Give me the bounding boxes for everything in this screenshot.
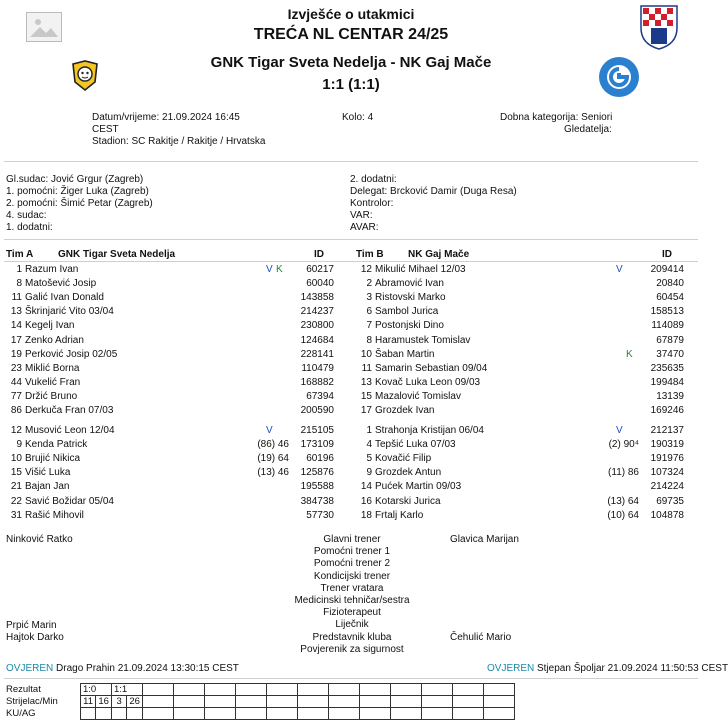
- league-title: TREĆA NL CENTAR 24/25: [253, 26, 449, 43]
- player-id: 60217: [306, 264, 334, 275]
- player-name: Zenko Adrian: [25, 334, 84, 346]
- player-number: 12: [360, 264, 372, 275]
- player-name: Strahonja Kristijan 06/04: [375, 425, 484, 436]
- player-name: Grozdek Ivan: [375, 405, 435, 416]
- player-name: Mazalović Tomislav: [375, 390, 461, 402]
- age-category: Dobna kategorija: Seniori: [500, 112, 613, 123]
- ku-ag-label: KU/AG: [6, 708, 36, 719]
- player-id: 110479: [301, 362, 334, 374]
- team-b-id-header: ID: [662, 249, 672, 260]
- player-id: 209414: [650, 264, 684, 275]
- player-id: 214224: [650, 481, 684, 493]
- divider: [4, 261, 698, 262]
- staff-role-label: Liječnik: [335, 619, 369, 631]
- player-name: Savić Božidar 05/04: [25, 495, 114, 507]
- additional-referee-1: 1. dodatni:: [6, 222, 53, 233]
- player-name: Frtalj Karlo: [375, 509, 424, 521]
- team-b-verified-text: Stjepan Špoljar 21.09.2024 11:50:53 CEST: [537, 663, 728, 674]
- scorer-1-number: 11: [81, 696, 96, 708]
- player-id: 158513: [650, 306, 684, 318]
- player-name: Pućek Martin 09/03: [375, 481, 462, 493]
- player-number: 44: [10, 376, 22, 388]
- player-id: 114089: [651, 320, 684, 332]
- player-number: 2: [366, 278, 372, 290]
- goalkeeper-flag: V: [266, 264, 273, 275]
- divider: [4, 678, 698, 679]
- staff-role-label: Povjerenik za sigurnost: [300, 643, 404, 655]
- player-id: 67879: [656, 334, 684, 346]
- avar-official: AVAR:: [350, 222, 379, 233]
- player-id: 214237: [300, 306, 334, 318]
- player-number: 10: [10, 453, 22, 465]
- captain-flag: K: [626, 348, 633, 360]
- team-a-verified-text: Drago Prahin 21.09.2024 13:30:15 CEST: [56, 663, 239, 674]
- player-name: Škrinjarić Vito 03/04: [25, 306, 114, 318]
- player-name: Kegelj Ivan: [25, 320, 75, 332]
- result-2: 1:1: [112, 684, 143, 696]
- player-name: Ristovski Marko: [375, 292, 446, 304]
- goalkeeper-flag: V: [616, 425, 623, 436]
- divider: [4, 161, 698, 162]
- player-name: Kenda Patrick: [25, 439, 88, 451]
- spectators: Gledatelja:: [564, 124, 612, 135]
- player-number: 7: [366, 320, 372, 332]
- main-referee: Gl.sudac: Jović Grgur (Zagreb): [6, 174, 144, 185]
- player-id: 168882: [300, 376, 334, 388]
- player-name: Sambol Jurica: [375, 306, 439, 318]
- player-id: 384738: [300, 495, 334, 507]
- hns-logo-icon: [638, 2, 680, 53]
- result-1: 1:0: [81, 684, 112, 696]
- player-id: 20840: [656, 278, 684, 290]
- player-name: Tepšić Luka 07/03: [375, 439, 456, 451]
- scorer-label: Strijelac/Min: [6, 696, 58, 707]
- team-a-id-header: ID: [314, 249, 324, 260]
- goalkeeper-flag: V: [266, 425, 273, 436]
- match-title: GNK Tigar Sveta Nedelja - NK Gaj Mače: [210, 54, 492, 71]
- player-id: 200590: [300, 405, 334, 416]
- player-number: 13: [360, 376, 372, 388]
- player-id: 230800: [300, 320, 334, 332]
- player-number: 16: [360, 495, 372, 507]
- player-name: Miklić Borna: [25, 362, 80, 374]
- player-number: 77: [10, 390, 22, 402]
- scorer-2-minute: 26: [127, 696, 143, 708]
- staff-role-label: Medicinski tehničar/sestra: [294, 595, 410, 606]
- player-id: 124684: [300, 334, 334, 346]
- player-id: 60196: [306, 453, 334, 465]
- player-id: 143858: [300, 292, 334, 304]
- staff-role-label: Fizioterapeut: [323, 607, 381, 619]
- player-number: 14: [10, 320, 22, 332]
- additional-referee-2: 2. dodatni:: [350, 174, 397, 185]
- player-number: 17: [10, 334, 22, 346]
- assistant-referee-2: 2. pomoćni: Šimić Petar (Zagreb): [6, 198, 153, 209]
- player-id: 125876: [300, 467, 334, 479]
- player-id: 67394: [306, 390, 334, 402]
- player-number: 21: [10, 481, 22, 493]
- player-id: 104878: [650, 509, 684, 521]
- player-name: Bajan Jan: [25, 481, 70, 493]
- substitution-minutes: (86) 46: [257, 439, 289, 451]
- team-a-head-coach: Ninković Ratko: [6, 534, 73, 545]
- player-id: 191976: [650, 453, 684, 465]
- player-id: 235635: [650, 362, 684, 374]
- staff-role-label: Glavni trener: [323, 534, 381, 545]
- player-number: 18: [360, 509, 372, 521]
- player-id: 60454: [656, 292, 684, 304]
- team-b-logo-icon: [597, 55, 641, 102]
- player-name: Vukelić Fran: [25, 376, 81, 388]
- player-name: Derkuča Fran 07/03: [25, 405, 114, 416]
- substitution-minutes: (13) 46: [257, 467, 289, 479]
- player-id: 212137: [650, 425, 684, 436]
- report-title: Izvješće o utakmici: [287, 6, 415, 22]
- player-name: Brujić Nikica: [25, 453, 81, 465]
- player-name: Mikulić Mihael 12/03: [375, 264, 466, 275]
- fourth-official: 4. sudac:: [6, 210, 47, 221]
- player-number: 13: [10, 306, 22, 318]
- player-name: Držić Bruno: [25, 390, 78, 402]
- result-label: Rezultat: [6, 684, 41, 695]
- player-name: Samarin Sebastian 09/04: [375, 362, 488, 374]
- scorer-1-minute: 16: [96, 696, 112, 708]
- player-name: Perković Josip 02/05: [25, 348, 118, 360]
- staff-role-label: Trener vratara: [320, 582, 384, 594]
- assistant-referee-1: 1. pomoćni: Žiger Luka (Zagreb): [6, 186, 149, 197]
- captain-flag: K: [276, 264, 283, 275]
- player-number: 15: [360, 390, 372, 402]
- player-number: 1: [366, 425, 372, 436]
- player-number: 17: [360, 405, 372, 416]
- stadium: Stadion: SC Rakitje / Rakitje / Hrvatska: [92, 136, 266, 147]
- player-id: 107324: [650, 467, 684, 479]
- player-name: Kotarski Jurica: [375, 495, 441, 507]
- scorer-2-number: 3: [112, 696, 127, 708]
- player-name: Razum Ivan: [25, 264, 79, 275]
- team-b-head-coach: Glavica Marijan: [450, 534, 519, 545]
- player-name: Rašić Mihovil: [25, 509, 84, 521]
- player-id: 199484: [650, 376, 684, 388]
- image-placeholder-icon: [26, 12, 62, 42]
- player-number: 19: [10, 348, 22, 360]
- player-name: Haramustek Tomislav: [375, 334, 471, 346]
- staff-role-label: Pomoćni trener 2: [313, 558, 391, 570]
- player-number: 6: [366, 306, 372, 318]
- player-number: 31: [10, 509, 22, 521]
- player-number: 11: [11, 292, 22, 304]
- team-b-verification: [487, 663, 728, 675]
- player-number: 86: [10, 405, 22, 416]
- player-number: 22: [10, 495, 22, 507]
- staff-role-label: Kondicijski trener: [313, 570, 391, 582]
- team-a-verified-badge: OVJEREN: [6, 663, 54, 674]
- divider: [4, 239, 698, 240]
- player-number: 1: [16, 264, 22, 275]
- substitution-minutes: (2) 90⁴: [608, 439, 639, 451]
- team-b-name: NK Gaj Mače: [408, 249, 470, 260]
- player-number: 8: [366, 334, 372, 346]
- timezone: CEST: [92, 124, 119, 135]
- player-id: 60040: [306, 278, 334, 290]
- delegate: Delegat: Brcković Damir (Duga Resa): [350, 186, 517, 197]
- staff-role-label: Predstavnik kluba: [312, 631, 392, 643]
- player-name: Musović Leon 12/04: [25, 425, 115, 436]
- team-a-verification: [6, 663, 239, 675]
- staff-role-label: Pomoćni trener 1: [313, 546, 391, 558]
- match-datetime: Datum/vrijeme: 21.09.2024 16:45: [92, 112, 240, 123]
- player-name: Kovačić Filip: [375, 453, 432, 465]
- player-id: 190319: [650, 439, 684, 451]
- player-number: 9: [366, 467, 372, 479]
- player-number: 3: [366, 292, 372, 304]
- player-number: 11: [361, 362, 372, 374]
- player-number: 15: [10, 467, 22, 479]
- player-name: Kovač Luka Leon 09/03: [375, 376, 481, 388]
- player-id: 13139: [656, 390, 684, 402]
- player-number: 10: [360, 348, 372, 360]
- controller: Kontrolor:: [350, 198, 394, 209]
- player-id: 169246: [650, 405, 684, 416]
- player-id: 57730: [306, 509, 334, 521]
- team-a-logo-icon: [70, 60, 100, 95]
- team-b-verified-badge: OVJEREN: [487, 663, 535, 674]
- team-b-label: Tim B: [356, 249, 384, 260]
- goals-table: [4, 683, 515, 720]
- player-name: Postonjski Dino: [375, 320, 444, 332]
- player-number: 8: [16, 278, 22, 290]
- player-number: 5: [366, 453, 372, 465]
- player-name: Abramović Ivan: [375, 278, 444, 290]
- team-a-representative: Hajtok Darko: [6, 632, 64, 643]
- team-a-name: GNK Tigar Sveta Nedelja: [58, 249, 176, 260]
- player-number: 9: [16, 439, 22, 451]
- player-name: Šaban Martin: [375, 348, 435, 360]
- player-id: 37470: [656, 348, 684, 360]
- substitution-minutes: (10) 64: [607, 509, 639, 521]
- substitution-minutes: (11) 86: [608, 467, 639, 479]
- match-score: 1:1 (1:1): [322, 76, 380, 93]
- team-a-label: Tim A: [6, 249, 34, 260]
- player-number: 4: [366, 439, 372, 451]
- player-id: 69735: [656, 495, 684, 507]
- team-a-doctor: Prpić Marin: [6, 620, 57, 631]
- substitution-minutes: (13) 64: [607, 495, 639, 507]
- substitution-minutes: (19) 64: [257, 453, 289, 465]
- player-id: 173109: [300, 439, 334, 451]
- player-id: 228141: [300, 348, 334, 360]
- team-b-representative: Čehulić Mario: [450, 632, 512, 643]
- player-name: Grozdek Antun: [375, 467, 442, 479]
- player-number: 23: [10, 362, 22, 374]
- player-name: Galić Ivan Donald: [25, 292, 104, 304]
- player-number: 12: [10, 425, 22, 436]
- round: Kolo: 4: [342, 112, 374, 123]
- var-official: VAR:: [350, 210, 373, 221]
- player-id: 215105: [300, 425, 334, 436]
- player-name: Matošević Josip: [25, 278, 97, 290]
- player-number: 14: [360, 481, 372, 493]
- player-id: 195588: [300, 481, 334, 493]
- player-name: Višić Luka: [25, 467, 71, 479]
- goalkeeper-flag: V: [616, 264, 623, 275]
